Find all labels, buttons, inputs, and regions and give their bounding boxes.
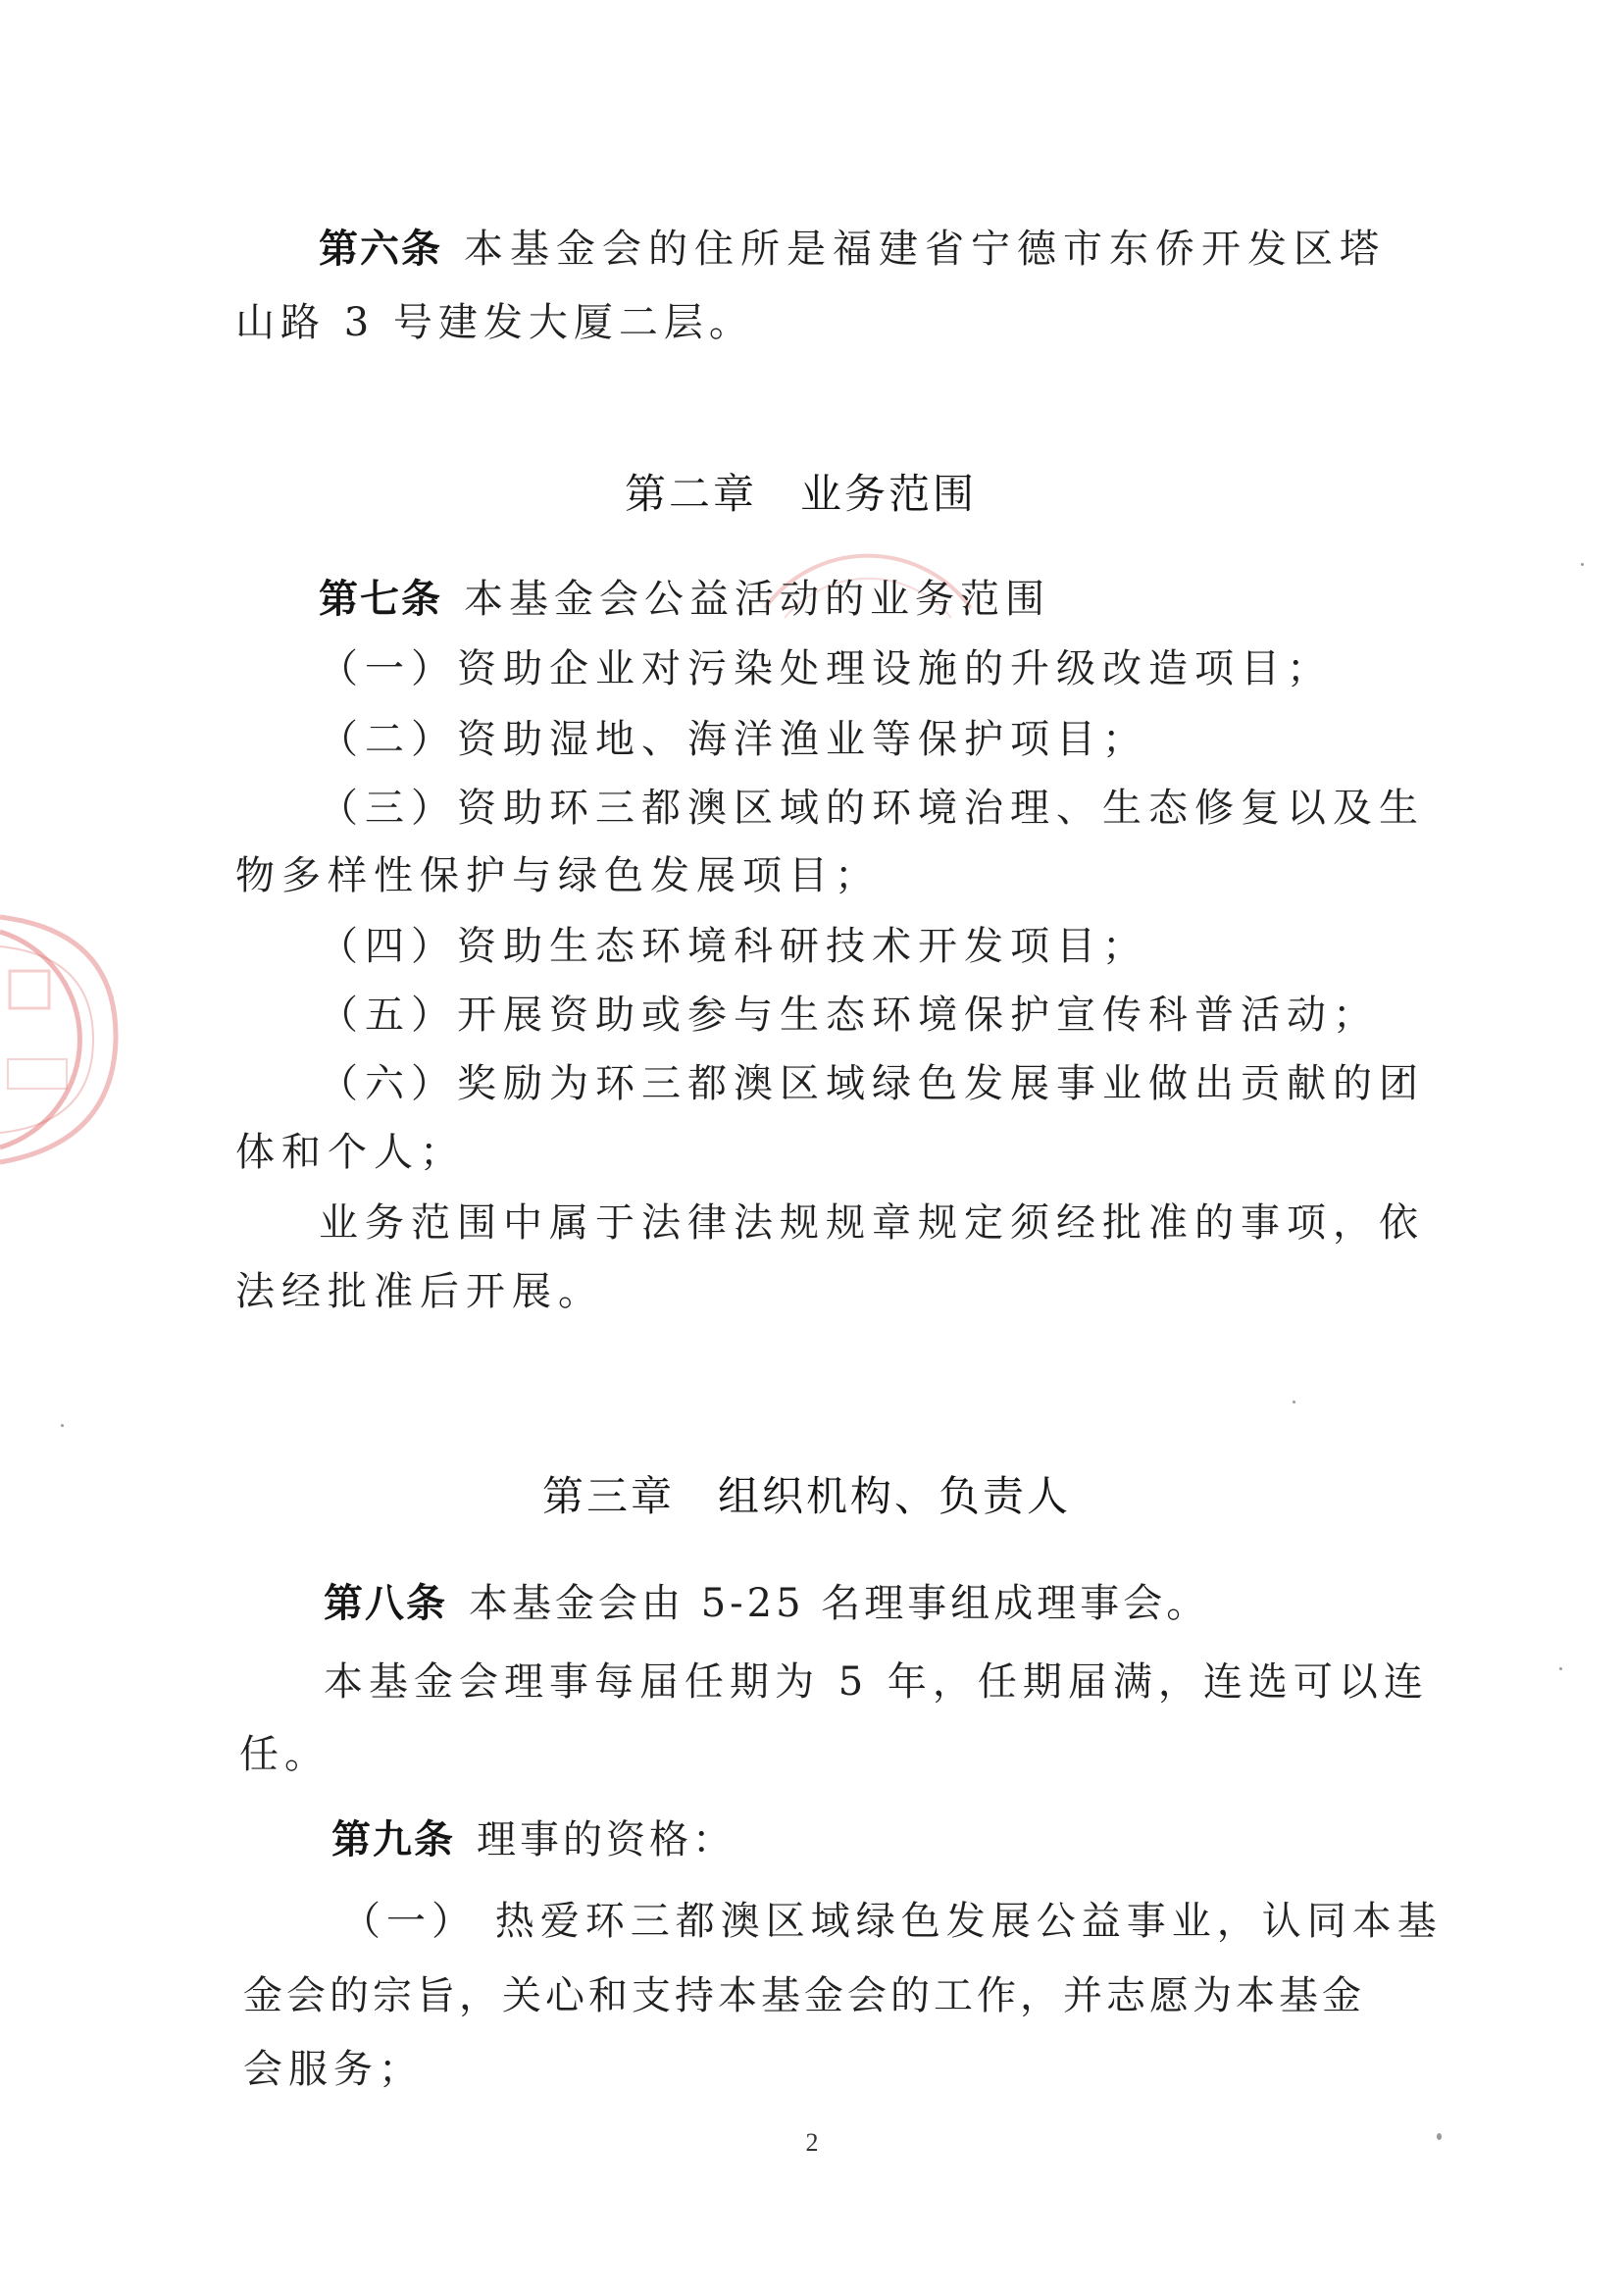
chapter-3-heading: [542, 1471, 1071, 1522]
art8-line: [324, 1579, 1209, 1628]
art9-label: 第九条: [331, 1817, 455, 1862]
art8-text: 本基金会由 5-25 名理事组成理事会。: [469, 1581, 1210, 1626]
page-number: 2: [805, 2128, 819, 2157]
chapter-2-number: 第二章: [625, 470, 758, 518]
art7-item-4: [319, 922, 1148, 971]
art9-item1-text: （一） 热爱环三都澳区域绿色发展公益事业，认同本基: [341, 1899, 1443, 1944]
art9-item1-text-cont2: 会服务；: [243, 2047, 424, 2092]
art7-item-5: [319, 991, 1379, 1040]
scan-speck: [1437, 2133, 1442, 2140]
art8-term-text: 本基金会理事每届任期为 5 年，任期届满，连选可以连: [324, 1659, 1429, 1705]
art7-item-2-text: （二）资助湿地、海洋渔业等保护项目；: [319, 717, 1148, 762]
art9-item1-text-cont: 金会的宗旨，关心和支持本基金会的工作，并志愿为本基金: [243, 1973, 1365, 2018]
art7-item-6-cont-text: 体和个人；: [235, 1130, 466, 1175]
scan-speck: [1293, 1401, 1295, 1403]
art7-item-6-text: （六）奖励为环三都澳区域绿色发展事业做出贡献的团: [319, 1061, 1425, 1106]
art7-note-text-cont: 法经批准后开展。: [235, 1269, 604, 1314]
art7-line: [319, 575, 1050, 624]
art6-line1: [319, 225, 1386, 274]
art7-note-text: 业务范围中属于法律法规规章规定须经批准的事项，依: [319, 1200, 1425, 1246]
art9-line: [331, 1815, 736, 1864]
art7-item-5-text: （五）开展资助或参与生态环境保护宣传科普活动；: [319, 993, 1379, 1038]
scan-speck: [1559, 1667, 1562, 1670]
art8-label: 第八条: [324, 1581, 447, 1626]
art7-item-1-text: （一）资助企业对污染处理设施的升级改造项目；: [319, 646, 1333, 691]
art7-note-line2: [235, 1267, 604, 1316]
art7-item-3-text: （三）资助环三都澳区域的环境治理、生态修复以及生: [319, 786, 1425, 831]
art6-label: 第六条: [319, 227, 442, 272]
art6-text: 本基金会的住所是福建省宁德市东侨开发区塔: [464, 227, 1386, 272]
art7-item-4-text: （四）资助生态环境科研技术开发项目；: [319, 924, 1148, 969]
chapter-3-number: 第三章: [542, 1472, 676, 1520]
art9-text: 理事的资格：: [477, 1817, 736, 1862]
chapter-3-title: 组织机构、负责人: [718, 1472, 1072, 1520]
art7-item-6: [319, 1059, 1425, 1108]
art6-text-continued: 山路 3 号建发大厦二层。: [235, 300, 754, 345]
art7-label: 第七条: [319, 577, 442, 622]
art7-item-6-cont: [235, 1128, 466, 1177]
art9-item1-line3: [243, 2045, 424, 2094]
scan-speck: [61, 1424, 64, 1427]
art8-term-line1: [324, 1657, 1429, 1707]
art7-text: 本基金会公益活动的业务范围: [464, 577, 1050, 622]
chapter-2-heading: [625, 469, 977, 520]
art7-item-2: [319, 715, 1148, 764]
art9-item1-line1: [341, 1897, 1443, 1946]
official-seal-partial: [0, 912, 127, 1167]
art7-item-3-cont: [235, 851, 881, 900]
art9-item1-line2: [243, 1971, 1365, 2020]
art8-term-line2: [239, 1730, 330, 1779]
art7-note-line1: [319, 1198, 1425, 1248]
art7-item-1: [319, 644, 1333, 693]
art7-item-3-cont-text: 物多样性保护与绿色发展项目；: [235, 853, 881, 898]
scan-speck: [1581, 563, 1584, 566]
art6-line2: [235, 298, 754, 347]
chapter-2-title: 业务范围: [800, 470, 978, 518]
art7-item-3: [319, 784, 1425, 833]
art8-term-text-cont: 任。: [239, 1732, 330, 1777]
